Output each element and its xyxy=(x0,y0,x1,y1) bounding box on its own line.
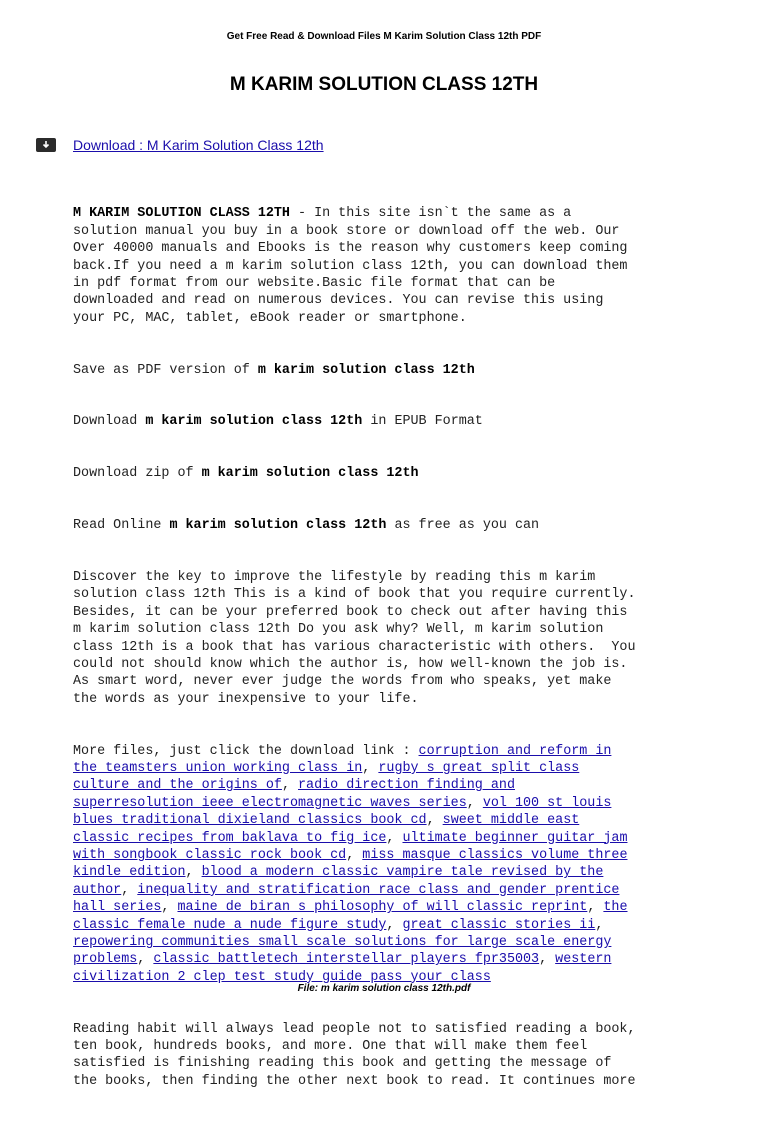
file-link[interactable]: rugby s great split class xyxy=(378,760,580,776)
file-link[interactable]: classic female nude a nude figure study xyxy=(73,917,387,933)
file-link[interactable]: blues traditional dixieland classics book cd xyxy=(73,813,427,829)
file-link[interactable]: maine de biran s philosophy of will classic reprint xyxy=(177,900,588,916)
file-link[interactable]: hall series xyxy=(73,900,162,916)
file-link[interactable]: corruption and reform in xyxy=(418,743,612,759)
file-link[interactable]: sweet middle east xyxy=(442,813,580,829)
file-link[interactable]: with songbook classic rock book cd xyxy=(73,848,347,863)
download-icon[interactable] xyxy=(36,138,56,152)
download-link[interactable]: Download : M Karim Solution Class 12th xyxy=(73,137,324,153)
more-files-paragraph: More files, just click the download link : corruption and reform in the teamsters union working class in, rugby s great split class culture and the origins of, radio direction finding and superresolution ieee electromagnetic waves series, vol 100 st louis blues traditional dixieland classics book cd, sweet middle east classic recipes from baklava to fig ice, ultimate beginner guitar jam with songbook classic rock book cd, miss masque classics volume three kindle edition, blood a modern classic vampire tale revised by the author, inequality and stratification race class and gender prentice hall series, maine de biran s philosophy of will classic reprint, the classic female nude a nude figure study, great classic stories ii, repowering communities small scale solutions for large scale energy problems, classic battletech interstellar players fpr35003, western civilization 2 clep test study guide pass your class xyxy=(73,743,628,985)
file-link[interactable]: radio direction finding and xyxy=(298,778,515,794)
save-pdf-line: Save as PDF version of m karim solution class 12th xyxy=(73,362,475,378)
file-link[interactable]: problems xyxy=(73,952,138,968)
page-title: M KARIM SOLUTION CLASS 12TH xyxy=(229,74,539,95)
intro-bold: M KARIM SOLUTION CLASS 12TH xyxy=(73,206,290,222)
file-link[interactable]: the xyxy=(603,900,628,916)
download-row xyxy=(36,137,324,153)
file-link[interactable]: the teamsters union working class in xyxy=(73,760,363,776)
page-header: Get Free Read & Download Files M Karim Solution Class 12th PDF xyxy=(226,31,542,42)
file-link[interactable]: civilization 2 clep test study guide pass your class xyxy=(73,969,491,985)
reading-habit-paragraph: Reading habit will always lead people not to satisfied reading a book, ten book, hundreds books, and more. One that will make them feel satisfied is finishing reading this book and getting the message of the books, then finding the other next book to read. It continues more xyxy=(73,1021,636,1089)
file-link[interactable]: classic recipes from baklava to fig ice xyxy=(73,830,387,846)
file-link[interactable]: miss masque classics volume three xyxy=(362,848,628,863)
file-link[interactable]: vol 100 st louis xyxy=(482,795,612,811)
page-footer: File: m karim solution class 12th.pdf xyxy=(297,983,471,994)
file-link[interactable]: great classic stories ii xyxy=(402,917,596,933)
file-link[interactable]: culture and the origins of xyxy=(73,778,282,794)
file-link[interactable]: author xyxy=(73,882,122,898)
intro-paragraph: M KARIM SOLUTION CLASS 12TH - In this site isn`t the same as a solution manual you buy in a book store or download off the web. Our Over 40000 manuals and Ebooks is the reason why customers keep coming back.If you need a m karim solution class 12th, you can download them in pdf format from our website.Basic file format that can be downloaded and read on numerous devices. You can revise this using your PC, MAC, tablet, eBook reader or smartphone. xyxy=(73,206,628,326)
file-link[interactable]: western xyxy=(555,952,612,968)
file-link[interactable]: blood a modern classic vampire tale revised by the xyxy=(201,865,604,881)
file-link[interactable]: kindle edition xyxy=(73,865,186,881)
file-link[interactable]: superresolution ieee electromagnetic waves series xyxy=(73,795,467,811)
file-link[interactable]: ultimate beginner guitar jam xyxy=(402,830,628,846)
discover-paragraph: Discover the key to improve the lifestyle by reading this m karim solution class 12th This is a kind of book that you require currently. Besides, it can be your preferred book to check out after having this m karim solution class 12th Do you ask why? Well, m karim solution class 12th is a book that has various characteristic with others. You could not should know which the author is, how well-known the job is. As smart word, never ever judge the words from who speaks, yet make the words as your inexpensive to your life. xyxy=(73,569,636,707)
file-link[interactable]: classic battletech interstellar players fpr35003 xyxy=(153,952,540,968)
read-online-line: Read Online m karim solution class 12th as free as you can xyxy=(73,518,540,534)
download-zip-line: Download zip of m karim solution class 12th xyxy=(73,466,419,482)
file-link[interactable]: repowering communities small scale solutions for large scale energy xyxy=(73,935,612,951)
file-link[interactable]: inequality and stratification race class and gender prentice xyxy=(137,882,620,898)
download-epub-line: Download m karim solution class 12th in EPUB Format xyxy=(73,414,483,430)
